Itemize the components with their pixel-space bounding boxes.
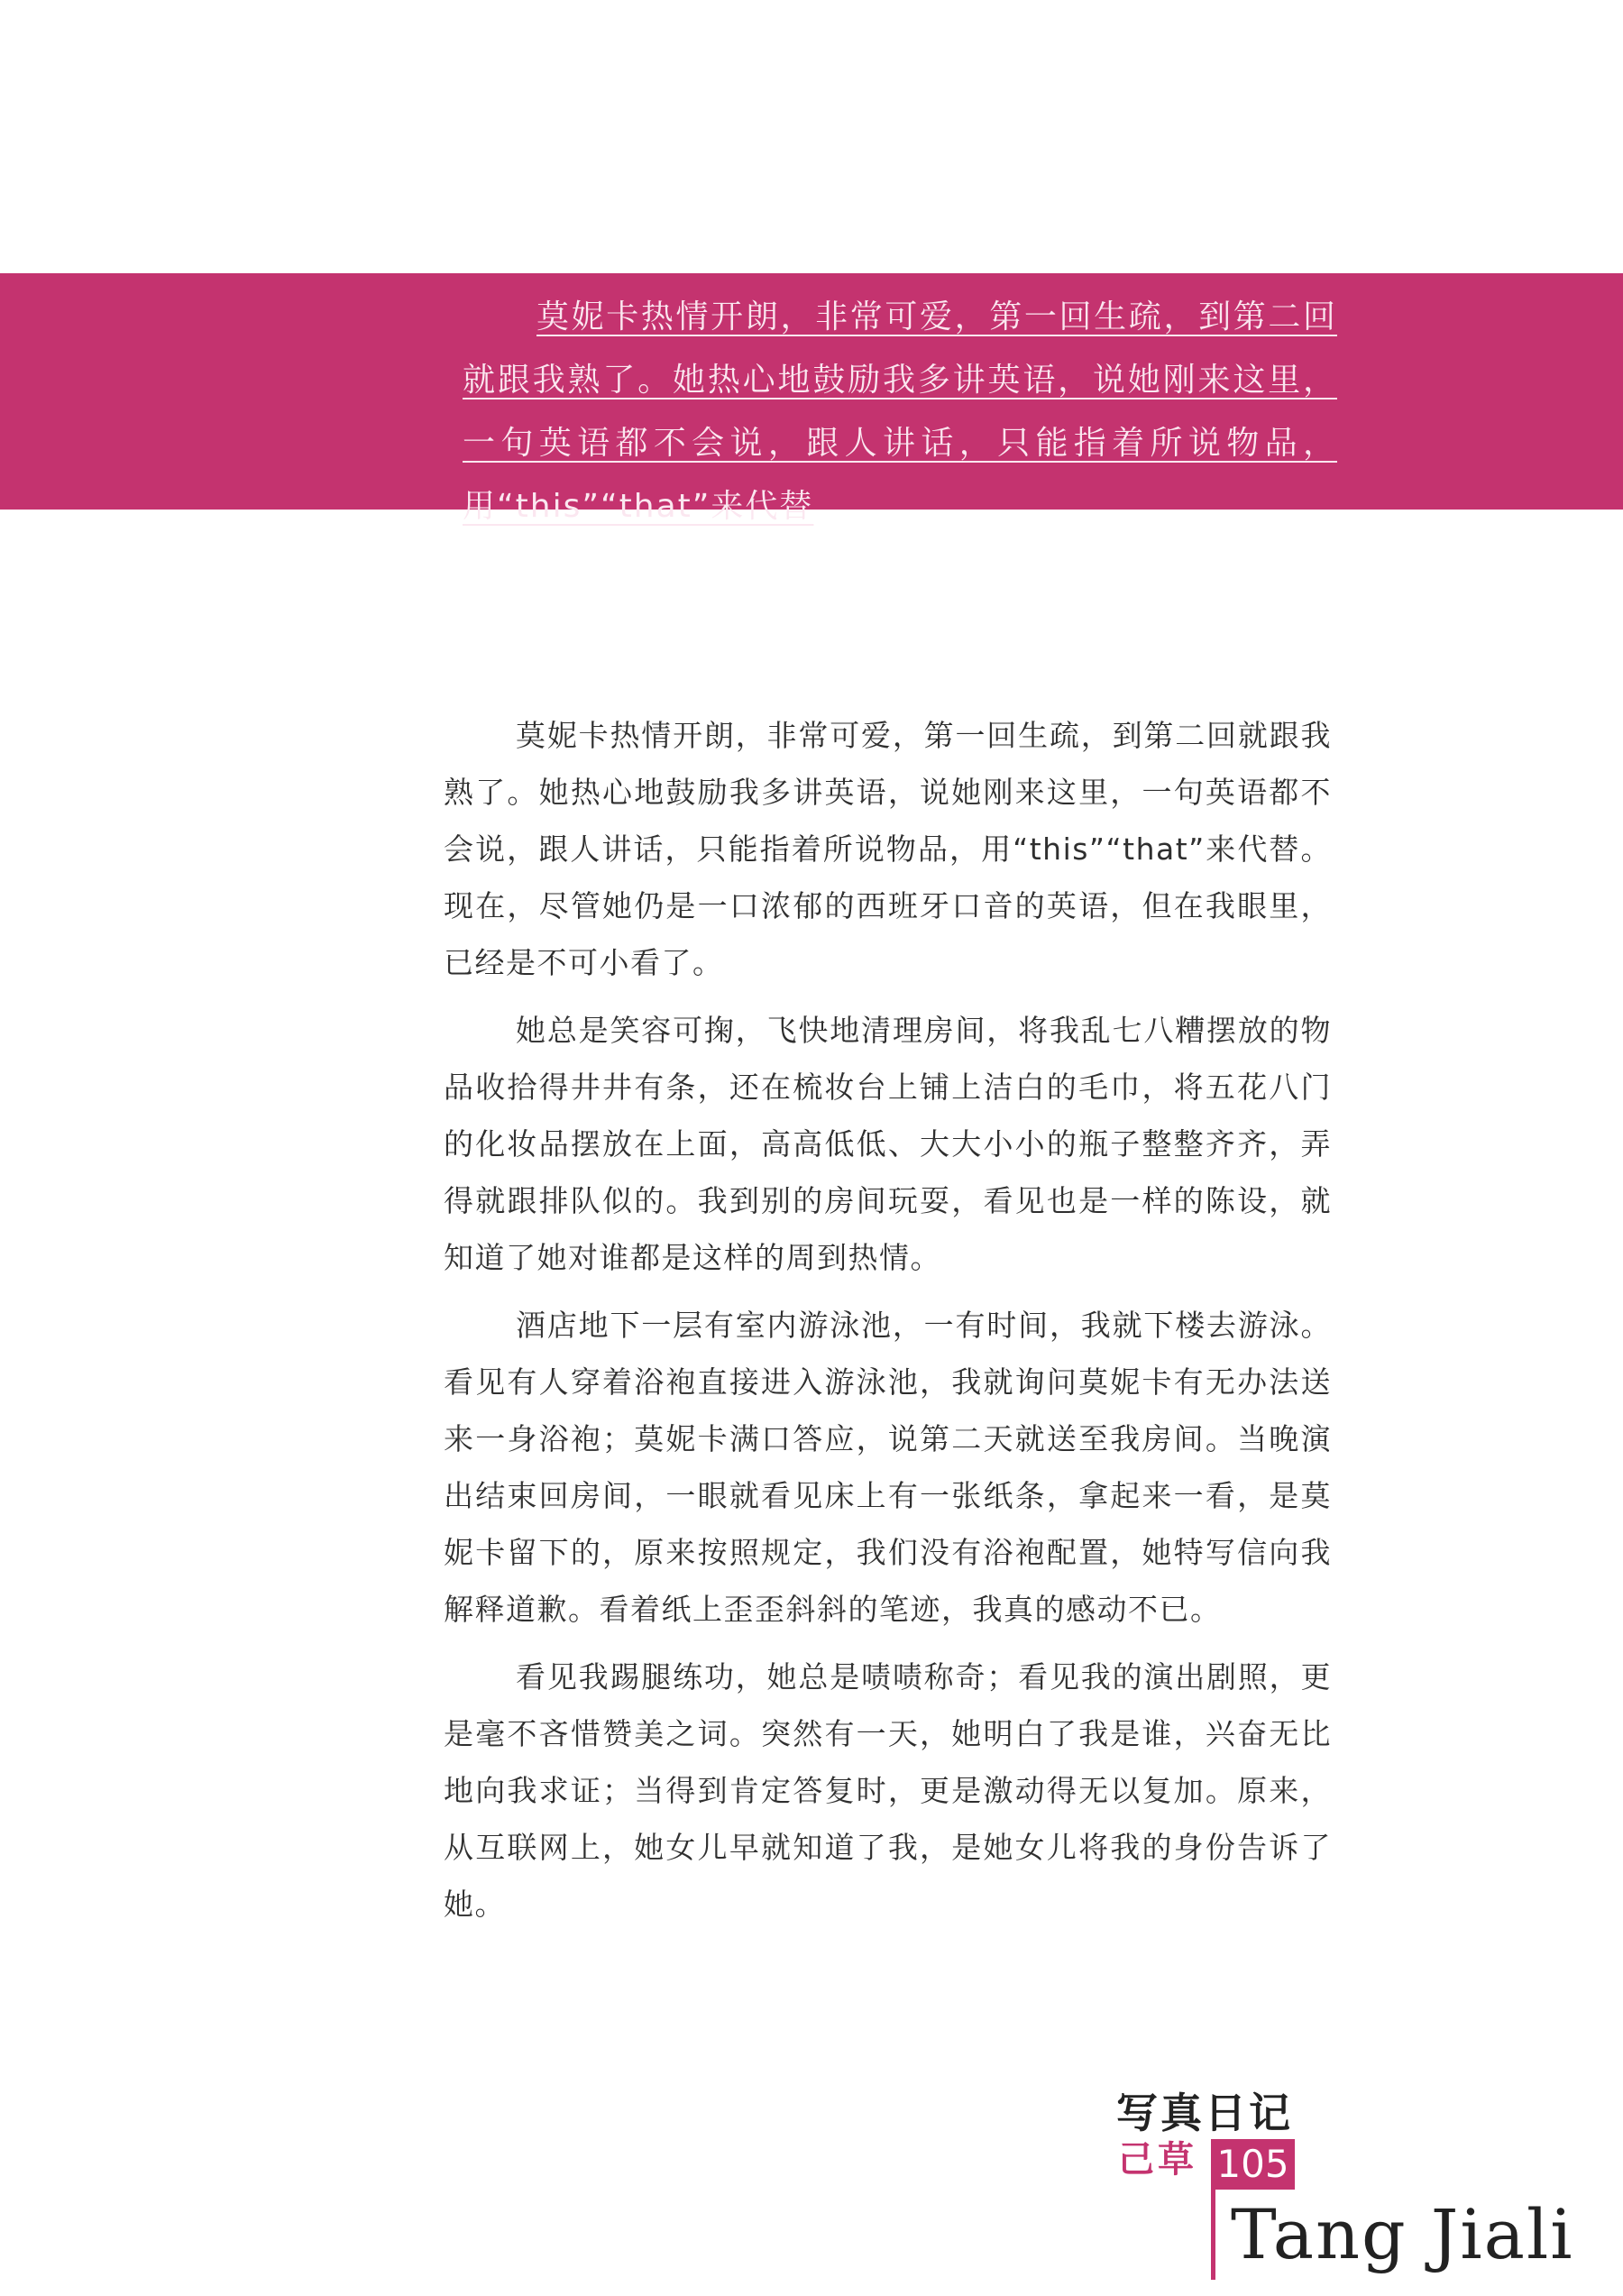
author-name: Tang Jiali <box>1231 2194 1574 2274</box>
article-body <box>444 707 1332 1943</box>
section-title: 写真日记 <box>1116 2089 1293 2137</box>
pull-quote-text: 莫妮卡热情开朗，非常可爱，第一回生疏，到第二回就跟我熟了。她热心地鼓励我多讲英语，说她刚来这里，一句英语都不会说，跟人讲话，只能指着所说物品，用“this”“that”来代替 <box>463 298 1337 525</box>
page-number-rule <box>1211 2190 1215 2280</box>
page-number: 105 <box>1211 2139 1295 2190</box>
article-paragraph: 看见我踢腿练功，她总是啧啧称奇；看见我的演出剧照，更是毫不吝惜赞美之词。突然有一天，她明白了我是谁，兴奋无比地向我求证；当得到肯定答复时，更是激动得无以复加。原来，从互联网上，她女儿早就知道了我，是她女儿将我的身份告诉了她。 <box>444 1659 1332 1922</box>
article-paragraph: 莫妮卡热情开朗，非常可爱，第一回生疏，到第二回就跟我熟了。她热心地鼓励我多讲英语，说她刚来这里，一句英语都不会说，跟人讲话，只能指着所说物品，用“this”“that”来代替。现在，尽管她仍是一口浓郁的西班牙口音的英语，但在我眼里，已经是不可小看了。 <box>444 718 1332 980</box>
article-paragraph: 酒店地下一层有室内游泳池，一有时间，我就下楼去游泳。看见有人穿着浴袍直接进入游泳池，我就询问莫妮卡有无办法送来一身浴袍；莫妮卡满口答应，说第二天就送至我房间。当晚演出结束回房间，一眼就看见床上有一张纸条，拿起来一看，是莫妮卡留下的，原来按照规定，我们没有浴袍配置，她特写信向我解释道歉。看着纸上歪歪斜斜的笔迹，我真的感动不已。 <box>444 1308 1332 1627</box>
pull-quote-banner <box>0 273 1623 525</box>
article-paragraph: 她总是笑容可掬，飞快地清理房间，将我乱七八糟摆放的物品收拾得井井有条，还在梳妆台上铺上洁白的毛巾，将五花八门的化妆品摆放在上面，高高低低、大大小小的瓶子整整齐齐，弄得就跟排队似的。我到别的房间玩耍，看见也是一样的陈设，就知道了她对谁都是这样的周到热情。 <box>444 1013 1332 1275</box>
section-subtitle: 己草 <box>1118 2139 1197 2181</box>
